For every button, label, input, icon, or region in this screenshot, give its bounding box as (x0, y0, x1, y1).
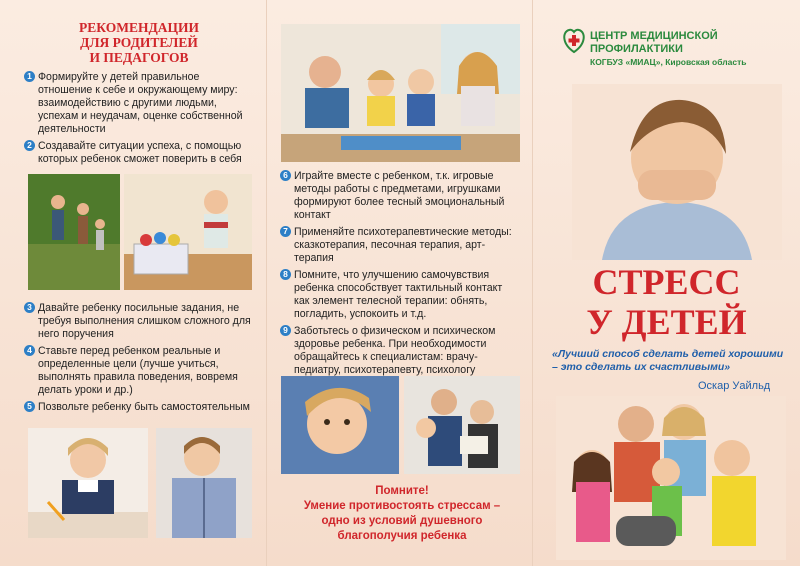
quote-text: «Лучший способ сделать детей хорошими – это сделать их счастливыми» (552, 348, 784, 373)
recommendation-text: Помните, что улучшению самочувствия ребенка способствует тактильный контакт как элемент телесной терапии: обнять, погладить, успокоить и т.д. (294, 269, 503, 320)
photo-sad-boy (572, 84, 782, 260)
remember-line: благополучия ребенка (337, 530, 467, 542)
recommendation-item-4 (24, 345, 255, 397)
number-badge: 8 (280, 269, 291, 280)
recommendation-item-5 (24, 401, 255, 414)
number-badge: 2 (24, 140, 35, 151)
photo-child-closeup (281, 376, 399, 474)
recommendation-text: Формируйте у детей правильное отношение к себе и окружающему миру: взаимодействию с другими людьми, успехам и неудачам, оценке собственной деятельности (38, 71, 243, 135)
title-line-2: У ДЕТЕЙ (586, 302, 747, 342)
photo-father-reading (404, 376, 520, 474)
recommendation-text: Давайте ребенку посильные задания, не требуя выполнения слишком сложного для него поручения (38, 302, 251, 340)
number-badge: 5 (24, 401, 35, 412)
number-badge: 4 (24, 345, 35, 356)
recommendation-item-9 (280, 325, 520, 377)
remember-line: одно из условий душевного (321, 515, 483, 527)
photo-happy-family (556, 396, 786, 560)
recommendation-item-3 (24, 302, 255, 341)
main-title (533, 262, 800, 342)
recommendation-text: Позвольте ребенку быть самостоятельным (38, 401, 250, 413)
remember-note (278, 484, 526, 544)
title-line-1: СТРЕСС (592, 262, 741, 302)
number-badge: 6 (280, 170, 291, 181)
recommendation-text: Создавайте ситуации успеха, с помощью которых ребенок сможет поверить в себя (38, 140, 242, 165)
medical-logo-icon (560, 26, 588, 59)
org-line-1: ЦЕНТР МЕДИЦИНСКОЙ (590, 30, 718, 42)
recommendation-item-8 (280, 269, 520, 321)
number-badge: 7 (280, 226, 291, 237)
photo-family-walk (28, 174, 120, 290)
heading-line-1: РЕКОМЕНДАЦИИ (79, 20, 199, 35)
photo-girl-writing (28, 428, 148, 538)
recommendation-text: Заботьтесь о физическом и психическом здоровье ребенка. При необходимости обращайтесь к специалистам: врачу-педиатру, психотерапевту, психологу (294, 325, 496, 376)
recommendation-text: Применяйте психотерапевтические методы: сказкотерапия, песочная терапия, арт-терапия (294, 226, 512, 264)
number-badge: 3 (24, 302, 35, 313)
organization-name (590, 30, 747, 69)
recommendation-text: Играйте вместе с ребенком, т.к. игровые методы работы с предметами, игрушками формируют более тесный эмоциональный контакт (294, 170, 505, 221)
heading-line-2: ДЛЯ РОДИТЕЛЕЙ (80, 35, 198, 50)
recommendation-item-6 (280, 170, 520, 222)
number-badge: 9 (280, 325, 291, 336)
photo-boy-buttoning (156, 428, 252, 538)
number-badge: 1 (24, 71, 35, 82)
recommendations-heading (24, 20, 254, 65)
photo-family-boardgame (281, 24, 520, 162)
remember-title: Помните! (375, 485, 429, 497)
recommendation-item-2 (24, 140, 254, 166)
recommendation-text: Ставьте перед ребенком реальные и определенные цели (лучше учиться, выполнять правила поведения, вовремя делать уроки и др.) (38, 345, 238, 396)
middle-list (280, 170, 520, 381)
quote-author: Оскар Уайльд (698, 380, 771, 392)
org-line-3: КОГБУЗ «МИАЦ», Кировская область (590, 57, 747, 67)
recommendation-item-1 (24, 71, 254, 136)
recommendation-item-7 (280, 226, 520, 265)
org-line-2: ПРОФИЛАКТИКИ (590, 43, 683, 55)
left-list-continued (24, 302, 255, 418)
remember-line: Умение противостоять стрессам – (303, 500, 501, 512)
heading-line-3: И ПЕДАГОГОВ (89, 50, 189, 65)
photo-boy-toys (124, 174, 252, 290)
